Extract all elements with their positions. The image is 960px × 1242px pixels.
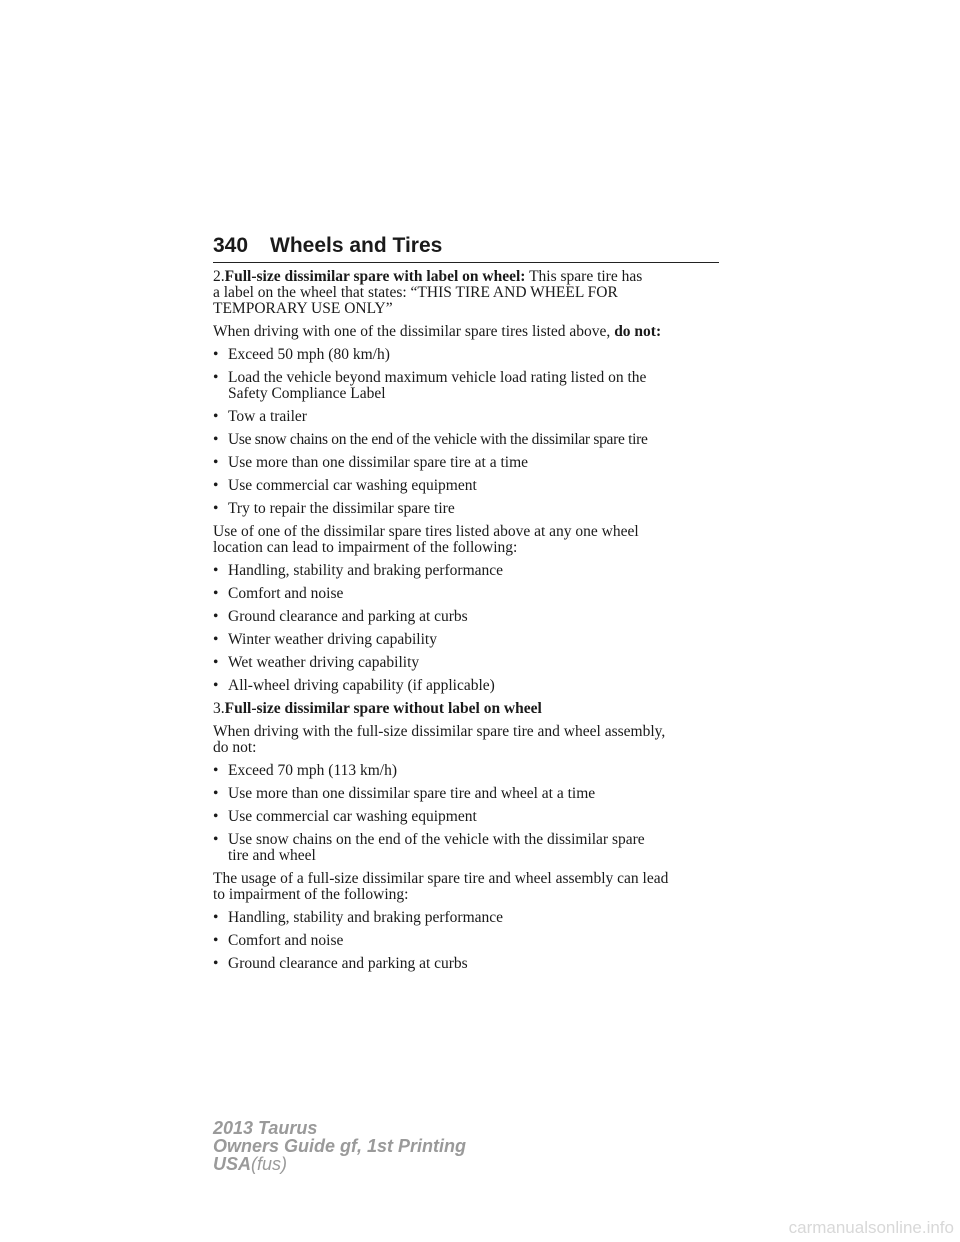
bullet-icon: • — [213, 346, 219, 363]
usage-intro-line1: The usage of a full-size dissimilar spare tire and wheel assembly can lead — [213, 870, 669, 887]
list-item — [213, 455, 723, 471]
list-item-text: Use more than one dissimilar spare tire and wheel at a time — [228, 785, 596, 802]
footer-edition: Owners Guide gf, 1st Printing — [213, 1136, 467, 1156]
item-2-text-line3: TEMPORARY USE ONLY” — [213, 300, 393, 317]
list-item-text: Exceed 50 mph (80 km/h) — [228, 346, 390, 363]
fullsize-intro-line1: When driving with the full-size dissimilar spare tire and wheel assembly, — [213, 723, 666, 740]
list-item — [213, 832, 723, 864]
list-item — [213, 432, 723, 448]
header-divider — [213, 262, 719, 263]
list-item — [213, 586, 723, 602]
list-item-text: Load the vehicle beyond maximum vehicle load rating listed on the — [228, 369, 647, 386]
list-item-text: Use snow chains on the end of the vehicle with the dissimilar spare — [228, 831, 645, 848]
driving-intro-bold: do not: — [614, 323, 662, 340]
list-item-text-cont: Safety Compliance Label — [228, 385, 386, 402]
item-2-paragraph — [213, 269, 723, 317]
page-footer — [213, 1119, 466, 1173]
section-title: Wheels and Tires — [270, 234, 443, 257]
list-item — [213, 910, 723, 926]
usage-intro-line2: to impairment of the following: — [213, 886, 409, 903]
list-item-text: Use commercial car washing equipment — [228, 808, 477, 825]
footer-market — [213, 1155, 466, 1173]
bullet-icon: • — [213, 762, 219, 779]
list-item — [213, 563, 723, 579]
list-item — [213, 763, 723, 779]
list-item-text: Ground clearance and parking at curbs — [228, 608, 468, 625]
bullet-icon: • — [213, 677, 219, 694]
item-2-text-line2: a label on the wheel that states: “THIS TIRE AND WHEEL FOR — [213, 284, 618, 301]
list-item-text: Winter weather driving capability — [228, 631, 437, 648]
bullet-icon: • — [213, 477, 219, 494]
bullet-icon: • — [213, 585, 219, 602]
list-item — [213, 478, 723, 494]
list-item — [213, 655, 723, 671]
bullet-icon: • — [213, 654, 219, 671]
item-2-heading: Full-size dissimilar spare with label on wheel: — [224, 268, 526, 285]
list-item-text: Handling, stability and braking performance — [228, 562, 504, 579]
list-item-text: Exceed 70 mph (113 km/h) — [228, 762, 398, 779]
page-header — [213, 232, 719, 262]
list-item — [213, 370, 723, 402]
footer-market-code: USA — [213, 1154, 252, 1174]
list-item-text: Use snow chains on the end of the vehicle with the dissimilar spare tire — [228, 431, 648, 448]
item-3-heading: Full-size dissimilar spare without label on wheel — [224, 700, 542, 717]
impairment-intro-line2: location can lead to impairment of the following: — [213, 539, 518, 556]
page-number: 340 — [213, 234, 249, 257]
item-3-paragraph — [213, 701, 723, 717]
footer-model: 2013 Taurus — [213, 1118, 318, 1138]
driving-intro — [213, 324, 723, 340]
list-item-text: Wet weather driving capability — [228, 654, 420, 671]
list-item — [213, 809, 723, 825]
list-item — [213, 347, 723, 363]
bullet-icon: • — [213, 500, 219, 517]
list-item-text: Use more than one dissimilar spare tire at a time — [228, 454, 529, 471]
item-2-text: This spare tire has — [529, 268, 643, 285]
fullsize-intro — [213, 724, 723, 756]
list-item-text: Comfort and noise — [228, 585, 344, 602]
list-item-text: Ground clearance and parking at curbs — [228, 955, 468, 972]
bullet-icon: • — [213, 431, 219, 448]
list-item — [213, 609, 723, 625]
list-item — [213, 956, 723, 972]
page-content — [213, 269, 723, 979]
list-item-text: Comfort and noise — [228, 932, 344, 949]
impairment-intro — [213, 524, 723, 556]
list-item-text: All-wheel driving capability (if applicable) — [228, 677, 495, 694]
impairment-intro-line1: Use of one of the dissimilar spare tires listed above at any one wheel — [213, 523, 639, 540]
bullet-icon: • — [213, 369, 219, 386]
item-2-number: 2. — [213, 268, 225, 285]
list-item — [213, 501, 723, 517]
bullet-icon: • — [213, 955, 219, 972]
bullet-icon: • — [213, 831, 219, 848]
fullsize-intro-line2: do not: — [213, 739, 257, 756]
list-item-text: Handling, stability and braking performance — [228, 909, 504, 926]
list-item-text: Try to repair the dissimilar spare tire — [228, 500, 455, 517]
bullet-icon: • — [213, 608, 219, 625]
usage-intro — [213, 871, 723, 903]
list-item — [213, 409, 723, 425]
bullet-icon: • — [213, 785, 219, 802]
item-3-number: 3. — [213, 700, 225, 717]
watermark: carmanualsonline.info — [788, 1218, 954, 1237]
list-item-text: Tow a trailer — [228, 408, 307, 425]
footer-market-suffix: (fus) — [251, 1154, 288, 1174]
list-item — [213, 786, 723, 802]
list-item — [213, 933, 723, 949]
bullet-icon: • — [213, 631, 219, 648]
bullet-icon: • — [213, 808, 219, 825]
list-item-text: Use commercial car washing equipment — [228, 477, 477, 494]
bullet-icon: • — [213, 454, 219, 471]
driving-intro-text: When driving with one of the dissimilar spare tires listed above, — [213, 323, 611, 340]
list-item — [213, 632, 723, 648]
bullet-icon: • — [213, 932, 219, 949]
list-item — [213, 678, 723, 694]
bullet-icon: • — [213, 909, 219, 926]
bullet-icon: • — [213, 562, 219, 579]
bullet-icon: • — [213, 408, 219, 425]
list-item-text-cont: tire and wheel — [228, 847, 316, 864]
